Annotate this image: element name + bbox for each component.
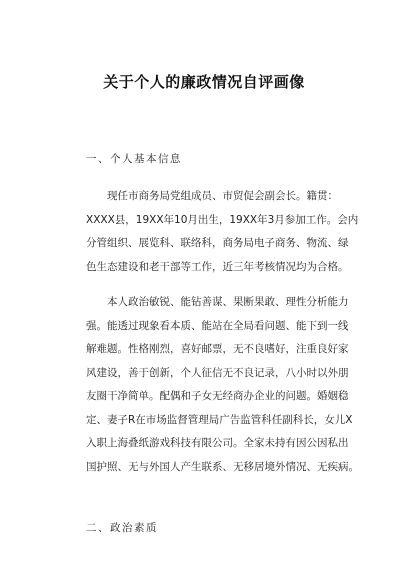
- text-line: 本人政治敏锐、能钻善谋、果断果敢、理性分析能力: [107, 296, 349, 308]
- text-line: 色生态建设和老干部等工作，近三年考核情况均为合格。: [86, 260, 349, 273]
- paragraph-character: [86, 291, 359, 479]
- document-title: 关于个人的廉政情况自评画像: [103, 73, 305, 91]
- text-line: 风建设，善于创新，个人征信无不良记录，八小时以外朋: [86, 366, 349, 379]
- section-heading-basic-info: 一、个人基本信息: [86, 153, 182, 165]
- paragraph-position: [86, 185, 359, 279]
- text-line: 定、妻子R在市场监督管理局广告监管科任副科长，女儿X: [86, 413, 353, 426]
- text-line: 友圈干净简单。配偶和子女无经商办企业的问题。婚姻稳: [86, 390, 349, 402]
- text-line: 入职上海叠纸游戏科技有限公司。全家未持有因公因私出: [86, 437, 349, 449]
- text-line: 解难题。性格刚烈，喜好邮票，无不良嗜好，注重良好家: [86, 343, 349, 355]
- text-line: 现任市商务局党组成员、市贸促会副会长。籍贯：: [107, 190, 338, 202]
- text-line: XXXX县，19XX年10月出生，19XX年3月参加工作。会内: [86, 213, 359, 226]
- text-line: 国护照、无与外国人产生联系、无移居境外情况、无疾病。: [86, 460, 359, 473]
- section-heading-political-quality: 二、政治素质: [86, 522, 158, 534]
- text-line: 强。能透过现象看本质、能站在全局看问题、能下到一线: [86, 319, 349, 332]
- text-line: 分管组织、展览科、联络科，商务局电子商务、物流、绿: [86, 237, 349, 249]
